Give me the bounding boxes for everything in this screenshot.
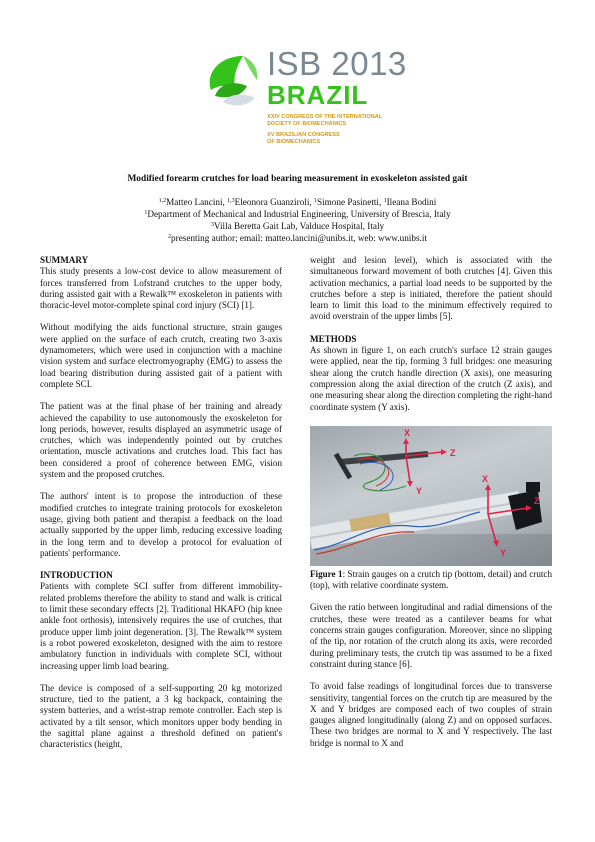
author-3-name: Simone Pasinetti, bbox=[316, 197, 384, 207]
author-4-affiliation: 1 bbox=[383, 198, 387, 204]
logo-line-2: SOCIETY OF BIOMECHANICS bbox=[267, 121, 347, 127]
author-1-affiliation: 1,2 bbox=[158, 198, 167, 204]
methods-paragraph-3: To avoid false readings of longitudinal forces due to transverse sensitivity, tangential forces on the crutch tip are measured by the X and Y bridges are composed each of two couples of strain gauges aligned longitudinally (along Z) and on opposed surfaces. These two bridges are normal to X and Y respectively. The last bridge is normal to X and bbox=[310, 681, 552, 748]
logo-line-1: XXIV CONGRESS OF THE INTERNATIONAL bbox=[267, 114, 383, 120]
crutch-photo-illustration bbox=[310, 426, 552, 566]
author-1-name: Matteo Lancini, bbox=[166, 197, 228, 207]
logo-line-4: OF BIOMECHANICS bbox=[267, 139, 321, 145]
affiliation-2-text: Villa Beretta Gait Lab, Valduce Hospital, Italy bbox=[213, 221, 385, 231]
introduction-paragraph-1: Patients with complete SCI suffer from different immobility-related problems therefore the ability to stand and walk is critical to limit these secondary effects [2]. Traditional HKAFO (hip knee ankle foot orthosis), intensively requires the use of crutches, that produce upper limb joint degeneration. [3]. The Rewalk™ system is a robot powered exoskeleton, designed with the aim to restore ambulatory function in individuals with complete SCI, without increasing upper limb load bearing. bbox=[40, 581, 282, 671]
affiliation-2 bbox=[0, 221, 595, 232]
axis-label-x-top: X bbox=[404, 427, 411, 438]
author-2-name: Eleonora Guanziroli, bbox=[234, 197, 314, 207]
logo-brazil-text: BRAZIL bbox=[267, 80, 369, 110]
methods-heading: METHODS bbox=[310, 333, 357, 344]
summary-heading: SUMMARY bbox=[40, 255, 89, 265]
figure-1-photo bbox=[310, 426, 552, 566]
summary-paragraph-2: Without modifying the aids functional structure, strain gauges were applied on the surface of each crutch, creating two 3-axis dynamometers, which were used in conjunction with a machine vision system and surface electromyography (EMG) to assess the load bearing distribution during assisted gait of a patient with complete SCI. bbox=[40, 322, 282, 389]
right-column bbox=[310, 255, 552, 749]
affiliation-1-sup: 1 bbox=[144, 210, 148, 216]
author-3-affiliation: 1 bbox=[313, 198, 317, 204]
axis-label-z-detail: Z bbox=[534, 495, 540, 506]
paper-title: Modified forearm crutches for load bearing measurement in exoskeleton assisted gait bbox=[127, 174, 468, 184]
logo-line-3: XV BRAZILIAN CONGRESS bbox=[267, 132, 340, 138]
axis-label-z-top: Z bbox=[450, 447, 456, 458]
affiliation-1-text: Department of Mechanical and Industrial Engineering, University of Brescia, Italy bbox=[147, 209, 451, 219]
introduction-heading: INTRODUCTION bbox=[40, 570, 113, 581]
figure-1-caption-text: : Strain gauges on a crutch tip (bottom, detail) and crutch (top), with relative coordinate system. bbox=[310, 568, 552, 591]
figure-1-caption bbox=[310, 569, 552, 592]
contact-sup: 2 bbox=[168, 234, 172, 240]
author-2-affiliation: 1,3 bbox=[227, 198, 235, 204]
leaf-logo-icon bbox=[203, 50, 265, 116]
figure-1-caption-label: Figure 1 bbox=[310, 568, 343, 579]
contact-line bbox=[0, 233, 595, 244]
author-list bbox=[0, 197, 595, 208]
contact-text: presenting author; email: matteo.lancini@unibs.it, web: www.unibs.it bbox=[171, 233, 427, 243]
methods-paragraph-1: As shown in figure 1, on each crutch's surface 12 strain gauges were applied, near the tip, forming 3 full bridges: one measuring shear along the crutch handle direction (X axis), one measuring compression along the axial direction of the crutch (Z axis), and one measuring shear along the direction completing the right-hand coordinate system (Y axis). bbox=[310, 345, 552, 412]
axis-label-y-top: Y bbox=[416, 485, 423, 496]
axis-label-y-detail: Y bbox=[500, 547, 507, 558]
logo-isb-text: ISB 2013 bbox=[267, 45, 407, 82]
continued-paragraph: weight and lesion level), which is associated with the simultaneous forward movement of both crutches [4]. Given this activation mechanics, a partial load needs to be supported by the crutches before a step is initiated, therefore the patient should learn to limit this load to the minimum effectively required to avoid overstrain of the upper limbs [5]. bbox=[310, 255, 552, 322]
crutch-handle bbox=[336, 454, 350, 478]
left-column bbox=[40, 255, 282, 751]
axis-y-top bbox=[406, 456, 410, 482]
author-4-name: Ileana Bodini bbox=[386, 197, 437, 207]
summary-paragraph-1: This study presents a low-cost device to allow measurement of forces transferred from Lofstrand crutches to the upper body, during assisted gait with a Rewalk™ exoskeleton in patients with thoracic-level motor-complete spinal cord injury (SCI) [1]. bbox=[40, 266, 282, 311]
introduction-paragraph-2: The device is composed of a self-supporting 20 kg motorized structure, tied to the patient, a 3 kg backpack, containing the system batteries, and a wrist-strap remote controller. Each step is activated by a tilt sensor, which monitors upper body bending in the sagittal plane against a threshold defined on patient's characteristics (height, bbox=[40, 682, 282, 750]
summary-paragraph-4: The authors' intent is to propose the introduction of these modified crutches to integrate training protocols for exoskeleton usage, giving both patient and therapist a feedback on the load actually supported by the upper limb, reducing excessive loading in the long term and to develop a protocol for evaluation of patients' performance. bbox=[40, 491, 282, 558]
summary-paragraph-3: The patient was at the final phase of her training and already achieved the capability to use autonomously the exoskeleton for long periods, however, results displayed an asymmetric usage of crutches, which was independently pointed out by crutches orientation, muscle activations and crutches load. This fact has been considered a proof of coherence between EMG, vision system and the proposed crutches. bbox=[40, 401, 282, 480]
affiliation-2-sup: 3 bbox=[210, 222, 214, 228]
conference-logo bbox=[203, 45, 407, 164]
affiliation-1 bbox=[0, 209, 595, 220]
methods-paragraph-2: Given the ratio between longitudinal and radial dimensions of the crutches, these were treated as a cantilever beams for what concerns strain gauges configuration. Moreover, since no slipping of the tip, nor rotation of the crutch along its axis, were recorded during preliminary tests, the crutch tip was assumed to be a fixed constraint during stance [6]. bbox=[310, 602, 552, 669]
axis-label-x-detail: X bbox=[482, 473, 489, 484]
